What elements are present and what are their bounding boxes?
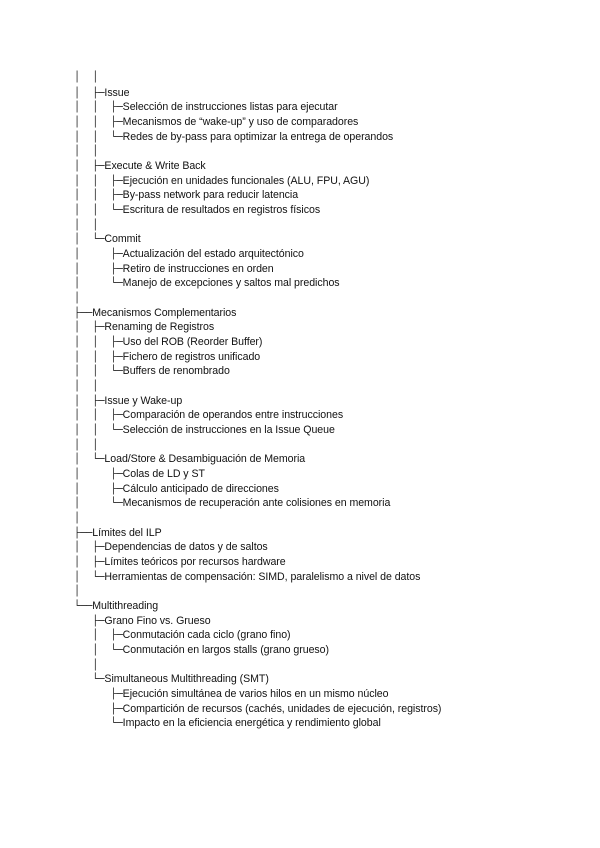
- tree-line: [74, 335, 262, 350]
- tree-line: [74, 218, 98, 233]
- tree-branch-connector: │ └─: [74, 234, 105, 245]
- tree-line: [74, 159, 206, 174]
- tree-branch-connector: │ │: [74, 72, 99, 83]
- tree-line: [74, 584, 80, 599]
- tree-branch-connector: │: [74, 660, 99, 671]
- tree-branch-connector: │ ├─: [74, 264, 123, 275]
- tree-line: [74, 658, 98, 673]
- tree-node-label: Selección de instrucciones en la Issue Queue: [122, 424, 335, 436]
- tree-node-label: Uso del ROB (Reorder Buffer): [122, 336, 263, 348]
- tree-node-label: By-pass network para reducir latencia: [122, 189, 299, 201]
- tree-line: [74, 306, 236, 321]
- tree-branch-connector: │ └─: [74, 454, 105, 465]
- tree-node-label: Retiro de instrucciones en orden: [122, 263, 274, 275]
- tree-node-label: Límites teóricos por recursos hardware: [104, 556, 286, 568]
- tree-node-label: Compartición de recursos (cachés, unidades de ejecución, registros): [122, 703, 442, 715]
- tree-node-label: Impacto en la eficiencia energética y rendimiento global: [122, 717, 381, 729]
- tree-line: [74, 614, 211, 629]
- tree-line: [74, 482, 279, 497]
- tree-branch-connector: │ └─: [74, 645, 123, 656]
- tree-line: [74, 540, 268, 555]
- tree-node-label: Issue y Wake-up: [104, 395, 183, 407]
- tree-line: [74, 526, 162, 541]
- tree-branch-connector: │ └─: [74, 498, 123, 509]
- tree-line: [74, 70, 98, 85]
- tree-node-label: Mecanismos de “wake-up” y uso de comparadores: [122, 116, 359, 128]
- tree-branch-connector: │: [74, 586, 81, 597]
- tree-line: [74, 247, 304, 262]
- tree-branch-connector: └─: [74, 674, 105, 685]
- tree-node-label: Commit: [104, 233, 141, 245]
- tree-node-label: Execute & Write Back: [104, 160, 206, 172]
- tree-branch-connector: │ │ └─: [74, 425, 123, 436]
- tree-branch-connector: │ ├─: [74, 249, 123, 260]
- tree-line: [74, 350, 260, 365]
- tree-node-label: Manejo de excepciones y saltos mal predichos: [122, 277, 340, 289]
- tree-line: [74, 100, 338, 115]
- tree-line: [74, 687, 388, 702]
- tree-node-label: Load/Store & Desambiguación de Memoria: [104, 453, 306, 465]
- tree-line: [74, 364, 230, 379]
- tree-line: [74, 716, 381, 731]
- tree-line: [74, 452, 305, 467]
- tree-line: [74, 628, 291, 643]
- tree-branch-connector: ├─: [74, 616, 105, 627]
- tree-node-label: Conmutación en largos stalls (grano grueso): [122, 644, 329, 656]
- tree-node-label: Mecanismos de recuperación ante colisiones en memoria: [122, 497, 391, 509]
- tree-line: [74, 467, 205, 482]
- tree-branch-connector: ├─: [74, 689, 123, 700]
- tree-line: [74, 379, 98, 394]
- tree-node-label: Buffers de renombrado: [122, 365, 230, 377]
- tree-line: [74, 423, 335, 438]
- tree-node-label: Grano Fino vs. Grueso: [104, 615, 211, 627]
- tree-branch-connector: │ │ ├─: [74, 117, 123, 128]
- tree-branch-connector: │: [74, 293, 81, 304]
- tree-line: [74, 394, 182, 409]
- tree-branch-connector: ├──: [74, 308, 93, 319]
- tree-branch-connector: │ │ ├─: [74, 337, 123, 348]
- tree-node-label: Issue: [104, 87, 130, 99]
- tree-branch-connector: │: [74, 513, 81, 524]
- tree-branch-connector: │ ├─: [74, 469, 123, 480]
- tree-branch-connector: │ │: [74, 440, 99, 451]
- tree-line: [74, 599, 158, 614]
- tree-line: [74, 320, 214, 335]
- tree-branch-connector: │ ├─: [74, 557, 105, 568]
- tree-branch-connector: │ └─: [74, 572, 105, 583]
- tree-branch-connector: │ │: [74, 146, 99, 157]
- tree-line: [74, 232, 141, 247]
- tree-branch-connector: │ │: [74, 381, 99, 392]
- tree-node-label: Herramientas de compensación: SIMD, paralelismo a nivel de datos: [104, 571, 421, 583]
- tree-line: [74, 203, 320, 218]
- tree-branch-connector: ├──: [74, 528, 93, 539]
- tree-branch-connector: │ │ └─: [74, 366, 123, 377]
- tree-branch-connector: │ │ ├─: [74, 176, 123, 187]
- tree-branch-connector: └──: [74, 601, 93, 612]
- tree-branch-connector: │ │ ├─: [74, 352, 123, 363]
- tree-line: [74, 86, 130, 101]
- tree-branch-connector: │ ├─: [74, 396, 105, 407]
- tree-line: [74, 130, 393, 145]
- tree-branch-connector: │ │ ├─: [74, 410, 123, 421]
- tree-line: [74, 570, 420, 585]
- tree-line: [74, 511, 80, 526]
- tree-line: [74, 276, 340, 291]
- tree-node-label: Selección de instrucciones listas para ejecutar: [122, 101, 338, 113]
- tree-node-label: Multithreading: [92, 600, 159, 612]
- tree-branch-connector: │ │ └─: [74, 205, 123, 216]
- tree-branch-connector: │ ├─: [74, 630, 123, 641]
- tree-node-label: Conmutación cada ciclo (grano fino): [122, 629, 291, 641]
- tree-branch-connector: │ ├─: [74, 322, 105, 333]
- tree-node-label: Actualización del estado arquitectónico: [122, 248, 304, 260]
- tree-node-label: Comparación de operandos entre instrucciones: [122, 409, 344, 421]
- tree-branch-connector: │ └─: [74, 278, 123, 289]
- tree-node-label: Ejecución simultánea de varios hilos en un mismo núcleo: [122, 688, 389, 700]
- tree-line: [74, 174, 369, 189]
- tree-branch-connector: ├─: [74, 704, 123, 715]
- tree-line: [74, 672, 269, 687]
- tree-node-label: Cálculo anticipado de direcciones: [122, 483, 279, 495]
- tree-line: [74, 144, 98, 159]
- tree-line: [74, 702, 441, 717]
- tree-line: [74, 115, 358, 130]
- tree-branch-connector: │ │ ├─: [74, 190, 123, 201]
- tree-branch-connector: │ ├─: [74, 88, 105, 99]
- tree-branch-connector: │ │ ├─: [74, 102, 123, 113]
- tree-node-label: Renaming de Registros: [104, 321, 215, 333]
- tree-branch-connector: └─: [74, 718, 123, 729]
- tree-node-label: Redes de by-pass para optimizar la entrega de operandos: [122, 131, 394, 143]
- tree-branch-connector: │ ├─: [74, 484, 123, 495]
- tree-line: [74, 408, 343, 423]
- tree-line: [74, 188, 298, 203]
- tree-node-label: Límites del ILP: [92, 527, 162, 539]
- tree-branch-connector: │ │ └─: [74, 132, 123, 143]
- tree-node-label: Mecanismos Complementarios: [92, 307, 237, 319]
- tree-line: [74, 643, 329, 658]
- tree-line: [74, 555, 286, 570]
- tree-branch-connector: │ ├─: [74, 161, 105, 172]
- tree-line: [74, 262, 274, 277]
- tree-node-label: Fichero de registros unificado: [122, 351, 261, 363]
- tree-node-label: Escritura de resultados en registros físicos: [122, 204, 321, 216]
- tree-line: [74, 291, 80, 306]
- tree-line: [74, 496, 390, 511]
- tree-branch-connector: │ ├─: [74, 542, 105, 553]
- tree-node-label: Ejecución en unidades funcionales (ALU, FPU, AGU): [122, 175, 370, 187]
- tree-branch-connector: │ │: [74, 220, 99, 231]
- tree-line: [74, 438, 98, 453]
- tree-node-label: Colas de LD y ST: [122, 468, 205, 480]
- tree-node-label: Simultaneous Multithreading (SMT): [104, 673, 269, 685]
- tree-node-label: Dependencias de datos y de saltos: [104, 541, 268, 553]
